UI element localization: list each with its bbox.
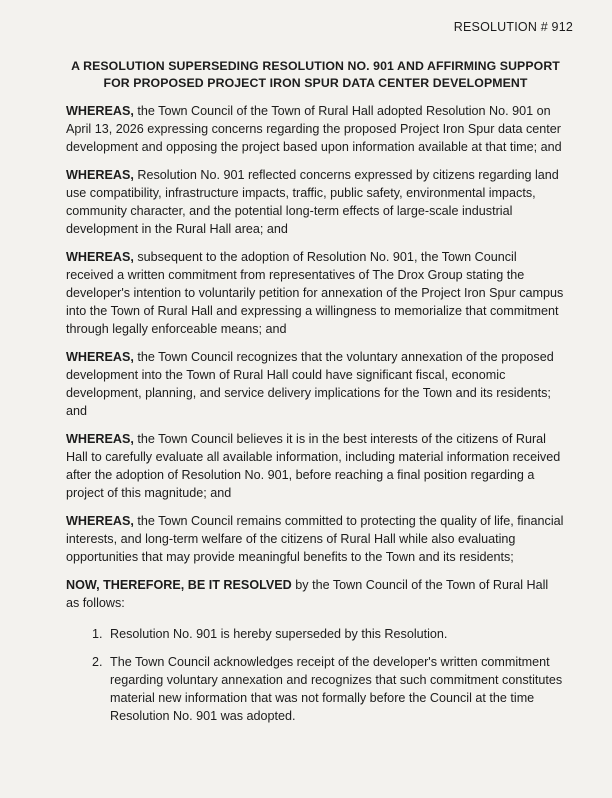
document-title: A RESOLUTION SUPERSEDING RESOLUTION NO. 901 AND AFFIRMING SUPPORT FOR PROPOSED PROJECT IRON SPUR DATA CENTER DEVELOPMENT — [71, 59, 560, 90]
whereas-paragraph-4 — [66, 348, 565, 420]
paragraph-lead: WHEREAS, — [66, 514, 134, 528]
whereas-paragraph-6 — [66, 512, 565, 566]
whereas-paragraph-1 — [66, 102, 565, 156]
resolution-number: RESOLUTION # 912 — [453, 20, 573, 34]
paragraph-text: by the Town Council of the Town of Rural Hall as follows: — [66, 578, 549, 610]
resolution-item-1: 1. Resolution No. 901 is hereby superseded by this Resolution. — [106, 625, 565, 643]
paragraph-lead: WHEREAS, — [66, 250, 134, 264]
paragraph-lead: WHEREAS, — [66, 350, 134, 364]
paragraph-text: the Town Council remains committed to protecting the quality of life, financial interests, and long-term welfare of the citizens of Rural Hall while also evaluating opportunities that may provide meaningful benefits to the Town and its residents; — [66, 514, 564, 564]
paragraph-lead: NOW, THEREFORE, BE IT RESOLVED — [66, 578, 292, 592]
paragraph-lead: WHEREAS, — [66, 104, 134, 118]
paragraph-text: the Town Council believes it is in the best interests of the citizens of Rural Hall to carefully evaluate all available information, including material information received after the adoption of Resolution No. 901, before reaching a final position regarding a project of this magnitude; and — [66, 432, 561, 500]
paragraph-lead: WHEREAS, — [66, 168, 134, 182]
paragraph-text: the Town Council of the Town of Rural Hall adopted Resolution No. 901 on April 13, 2026 expressing concerns regarding the proposed Project Iron Spur data center development and opposing the project based upon information available at that time; and — [66, 104, 562, 154]
resolved-paragraph — [66, 576, 565, 612]
paragraph-text: the Town Council recognizes that the voluntary annexation of the proposed development into the Town of Rural Hall could have significant fiscal, economic development, planning, and service delivery implications for the Town and its residents; and — [66, 350, 554, 418]
whereas-paragraph-3 — [66, 248, 565, 338]
paragraph-text: subsequent to the adoption of Resolution No. 901, the Town Council received a written commitment from representatives of The Drox Group stating the developer's intention to voluntarily petition for annexation of the Project Iron Spur campus into the Town of Rural Hall and expressing a willingness to memorialize that commitment through legally enforceable means; and — [66, 250, 564, 336]
paragraph-text: Resolution No. 901 reflected concerns expressed by citizens regarding land use compatibility, infrastructure impacts, traffic, public safety, environmental impacts, community character, and the potential long-term effects of large-scale industrial development in the Rural Hall area; and — [66, 168, 559, 236]
paragraph-lead: WHEREAS, — [66, 432, 134, 446]
whereas-paragraph-2 — [66, 166, 565, 238]
whereas-paragraph-5 — [66, 430, 565, 502]
resolution-item-2: 2. The Town Council acknowledges receipt of the developer's written commitment regarding voluntary annexation and recognizes that such commitment constitutes material new information that was not formally before the Council at the time Resolution No. 901 was adopted. — [106, 653, 565, 725]
resolution-items — [66, 625, 565, 725]
